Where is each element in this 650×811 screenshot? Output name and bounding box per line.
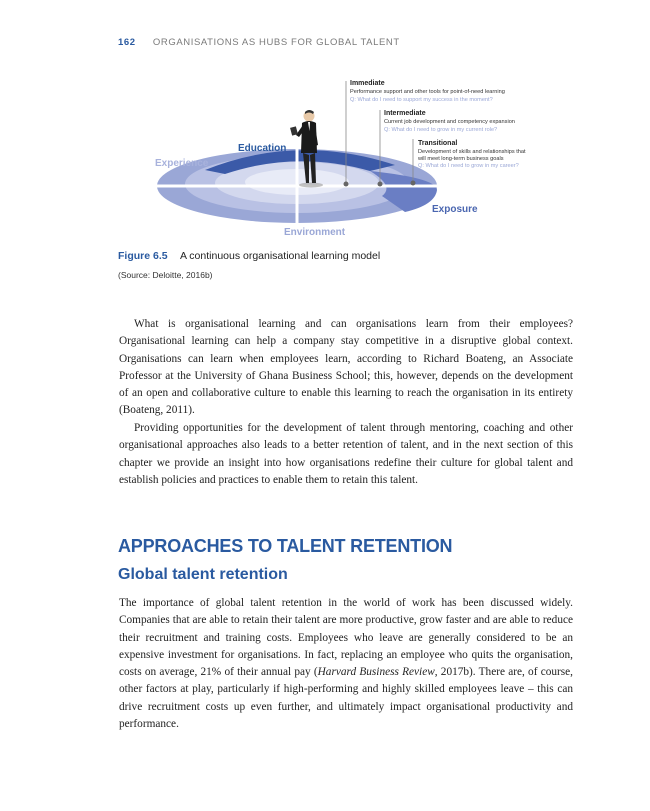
callout-dot-transitional [411, 181, 416, 186]
page-number: 162 [118, 37, 136, 48]
paragraph-3-part-1: The importance of global talent retention in the world of work has been discussed widely. Companies that are able to retain their talent are more productive, grow faster and are able to reduce their recruitment and training costs. Employees who leave are generally considered to be an expensive investment for organisations. In fact, replacing an employee who quits the organisation, costs on average, 21% of their annual pay ( [119, 597, 573, 679]
callout-intermediate-title: Intermediate [384, 110, 426, 117]
figure-caption [118, 250, 380, 262]
figure-source: (Source: Deloitte, 2016b) [118, 270, 213, 280]
callout-transitional-desc: Development of skills and relationships that [418, 149, 526, 155]
callout-immediate-title: Immediate [350, 80, 385, 87]
running-title: ORGANISATIONS AS HUBS FOR GLOBAL TALENT [152, 37, 400, 48]
paragraph-3-part-2: , 2017b). There are, of course, other factors at play, particularly if high-performing and highly skilled employees leave – this can drive recruitment costs up even further, and ultimately impact organisational productivity and performance. [119, 666, 573, 731]
learning-model-figure [0, 70, 650, 245]
figure-label: Figure 6.5 [118, 250, 168, 262]
callout-transitional-title: Transitional [418, 140, 458, 147]
callout-dot-intermediate [378, 182, 383, 187]
callout-intermediate-desc: Current job development and competency expansion [384, 119, 515, 125]
section-heading: APPROACHES TO TALENT RETENTION [118, 536, 453, 556]
paragraph-3 [119, 595, 573, 733]
callout-immediate-question: Q: What do I need to support my success in the moment? [350, 97, 493, 103]
callout-transitional-desc2: will meet long-term business goals [418, 156, 504, 162]
callout-immediate-desc: Performance support and other tools for point-of-need learning [350, 89, 505, 95]
experience-label: Experience [155, 158, 209, 169]
paragraph-1: What is organisational learning and can organisations learn from their employees? Organisational learning can help a company stay competitive in a disruptive global context. Organisations can learn when employees learn, according to Richard Boateng, an Associate Professor at the University of Ghana Business School; this, however, depends on the development of an open and collaborative culture to enable this learning to reach the organisation in its entirety (Boateng, 2011). [119, 318, 573, 417]
environment-label: Environment [284, 227, 346, 238]
callout-intermediate-question: Q: What do I need to grow in my current role? [384, 127, 498, 133]
education-label: Education [238, 143, 287, 154]
callout-dot-immediate [344, 182, 349, 187]
callout-transitional-question: Q: What do I need to grow in my career? [418, 163, 519, 169]
paragraph-2: Providing opportunities for the development of talent through mentoring, coaching and other organisational approaches also leads to a better retention of talent, and in the next section of this chapter we provide an insight into how organisations redefine their culture for global talent and establish policies and practices to enable them to retain this talent. [119, 422, 573, 486]
figure-caption-text: A continuous organisational learning model [179, 250, 381, 262]
subsection-heading: Global talent retention [118, 566, 288, 583]
citation-journal: Harvard Business Review [317, 666, 435, 679]
running-head [118, 37, 400, 48]
exposure-label: Exposure [432, 204, 478, 215]
